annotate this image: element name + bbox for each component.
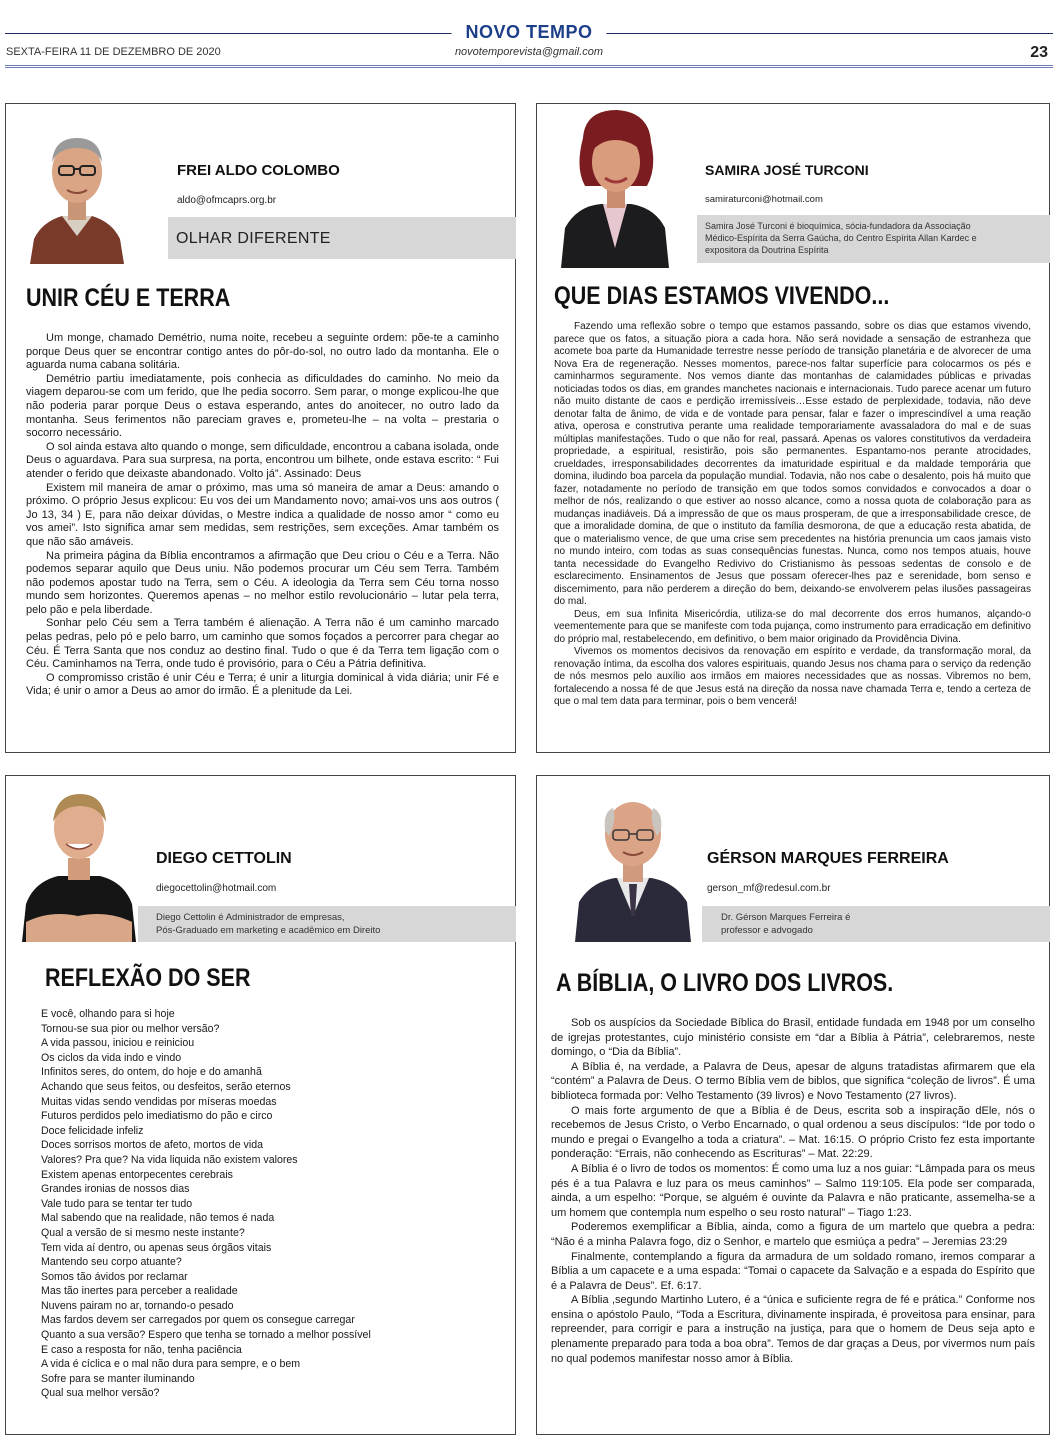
poem-body xyxy=(41,1007,371,1401)
poem-line: Doces sorrisos mortos de afeto, mortos de vida xyxy=(41,1139,263,1152)
poem-line: E você, olhando para si hoje xyxy=(41,1008,175,1020)
poem-line: Existem apenas entorpecentes cerebrais xyxy=(41,1168,233,1181)
author-photo xyxy=(573,784,693,942)
masthead-bottom-rule xyxy=(5,65,1053,68)
author-photo xyxy=(22,114,132,264)
poem-line: Somos tão ávidos por reclamar xyxy=(41,1270,188,1283)
author-portrait-icon xyxy=(22,114,132,264)
poem-line: Futuros perdidos pelo imediatismo do pão e circo xyxy=(41,1110,273,1123)
poem-line: Grandes ironias de nossos dias xyxy=(41,1183,190,1196)
poem-line: Mas tão inertes para perceber a realidade xyxy=(41,1285,238,1298)
author-name: DIEGO CETTOLIN xyxy=(156,850,292,867)
poem-line: Tornou-se sua pior ou melhor versão? xyxy=(41,1022,220,1035)
article-body xyxy=(26,332,499,699)
article-body xyxy=(554,321,1031,709)
paragraph: A Bíblia ,segundo Martinho Lutero, é a “única e suficiente regra de fé e prática.” Conforme nos ensina o apóstolo Paulo, “Toda a Escritura, divinamente inspirada, é proveitosa para ensinar, para repreender, para corrigir e para a instrução na justiça, para que o homem de Deus seja apto e plenamente preparado para toda a boa obra”. Temos de dar graças a Deus, por vivermos num país no qual podemos manifestar nosso amor à Bíblia. xyxy=(551,1294,1035,1365)
author-name: FREI ALDO COLOMBO xyxy=(177,162,340,179)
author-photo xyxy=(20,782,138,942)
paragraph: Poderemos exemplificar a Bíblia, ainda, como a figura de um martelo que quebra a pedra: “Não é a minha Palavra fogo, diz o Senhor, e martelo que esmiúça a pedra” – Jeremias 23:29 xyxy=(551,1221,1035,1248)
poem-line: Tem vida aí dentro, ou apenas seus órgãos vitais xyxy=(41,1241,272,1254)
article-title: REFLEXÃO DO SER xyxy=(45,964,251,992)
section-name: OLHAR DIFERENTE xyxy=(176,230,331,247)
author-bio-line: Pós-Graduado em marketing e acadêmico em Direito xyxy=(156,925,381,936)
poem-line: Os ciclos da vida indo e vindo xyxy=(41,1051,182,1064)
paragraph: Demétrio partiu imediatamente, pois conhecia as dificuldades do caminho. No meio da viagem deparou-se com um ferido, que lhe pedia socorro. Sem parar, o monge explicou-lhe que não poderia parar porque Deus o estava esperando, antes do anoitecer, no outro lado da montanha. Seus ferimentos não pareciam graves e, prometeu-lhe – na volta – prestaria o socorro necessário. xyxy=(26,372,499,440)
bio-band xyxy=(697,215,1050,263)
column-frei-aldo xyxy=(5,103,516,753)
page-number: 23 xyxy=(1030,44,1048,61)
paragraph: Sob os auspícios da Sociedade Bíblica do Brasil, entidade fundada em 1948 por um conselho de igrejas protestantes, cujo ministério consiste em “dar a Bíblia à Pátria”, celebraremos, neste domingo, o “Dia da Bíblia”. xyxy=(551,1017,1035,1059)
column-diego-cettolin xyxy=(5,775,516,1435)
section-band xyxy=(168,217,516,259)
author-bio-line: Dr. Gérson Marques Ferreira é xyxy=(721,912,851,923)
paragraph: Na primeira página da Bíblia encontramos a afirmação que Deu criou o Céu e a Terra. Não podemos separar aquilo que Deus uniu. Não podemos procurar um Céu sem Terra. Também não podemos apostar tudo na Terra, sem o Céu. A ideologia da Terra sem Céu torna nosso mundo sem horizontes. Queremos apenas – no melhor estilo revolucionário – lutar pela terra, pelo pão e pela liberdade. xyxy=(26,549,499,616)
paragraph: O mais forte argumento de que a Bíblia é de Deus, escrita sob a inspiração dEle, nós o recebemos de Jesus Cristo, o Verbo Encarnado, o qual ordenou a seus discípulos: “Ide por todo o mundo e pregai o Evangelho a toda a criatura”. – Mat. 16:15. O próprio Cristo fez esta importante ponderação: “Errais, não conhecendo as Escrituras” – Mat. 22:29. xyxy=(551,1104,1035,1161)
newspaper-name: NOVO TEMPO xyxy=(451,22,606,43)
paragraph: O sol ainda estava alto quando o monge, sem dificuldade, encontrou a cabana isolada, onde Deus o aguardava. Para sua surpresa, na porta, encontrou um bilhete, onde estava escrito: “ Fui atender o ferido que deixaste abandonado. Volto já”. Assinado: Deus xyxy=(26,440,499,480)
poem-line: Mantendo seu corpo atuante? xyxy=(41,1256,182,1269)
poem-line: Vale tudo para se tentar ter tudo xyxy=(41,1197,193,1210)
paragraph: Sonhar pelo Céu sem a Terra também é alienação. A Terra não é um caminho marcado pelas pedras, pelo pó e pelo barro, um caminho que somos foçados a percorrer para chegar ao Céu. É Terra Santa que nos conduz ao destino final. Tudo o que é da Terra tem ligação com o Céu. Caminhamos na Terra, onde tudo é provisório, para o Céu a Pátria definitiva. xyxy=(26,617,499,671)
poem-line: Quanto a sua versão? Espero que tenha se tornado a melhor possível xyxy=(41,1329,371,1342)
poem-line: Valores? Pra que? Na vida liquida não existem valores xyxy=(41,1153,298,1166)
paragraph: Vivemos os momentos decisivos da renovação em espírito e verdade, da transformação moral, da renovação íntima, da escolha dos valores espirituais, quando Jesus nos chama para o serviço da redenção de nós mesmos pelo auxílio aos irmãos em maiores necessidades que as nossas. Vibremos no bem, fortalecendo a nossa fé de que Jesus está na direção da nossa nave chamada Terra e, tendo a certeza de que o mal tem data para terminar, pois o bem vencerá! xyxy=(554,646,1031,707)
author-bio: Samira José Turconi é bioquímica, sócia-fundadora da Associação Médico-Espírita da Serra Gaúcha, do Centro Espírita Allan Kardec e expositora da Doutrina Espírita xyxy=(705,221,977,255)
author-email[interactable]: gerson_mf@redesul.com.br xyxy=(707,883,831,894)
author-portrait-icon xyxy=(573,784,693,942)
poem-line: E caso a resposta for não, tenha paciência xyxy=(41,1343,242,1356)
author-portrait-icon xyxy=(20,782,138,942)
poem-line: Qual sua melhor versão? xyxy=(41,1387,160,1400)
masthead xyxy=(0,0,1058,70)
poem-line: A vida é cíclica e o mal não dura para sempre, e o bem xyxy=(41,1358,301,1371)
paragraph: Fazendo uma reflexão sobre o tempo que estamos passando, sobre os dias que estamos vivendo, parece que os fatos, a situação piora a cada hora. Não será novidade a sensação de estranheza que acomete boa parte da Humanidade terrestre nesse período de transição planetária e de alvorecer de uma Nova Era de regeneração. Nesses momentos, parece-nos faltar superfície para colocarmos os pés e caminharmos seguramente. Nos vemos diante das montanhas de calamidades públicas e privadas noticiadas todos os dias, em grandes manchetes nacionais e internacionais. Tudo parece acenar um futuro não muito distante de caos e perdição irremissíveis…Esse estado de perplexidade, todavia, não deve denotar falta de ânimo, de vida e de vontade para pensar, falar e fazer o imprescindível a uma reação ativa, operosa e construtiva perante uma realidade temporariamente avassaladora do mal e de suas múltiplas manifestações. Tudo o que não for real, passará. Apenas os valores constitutivos da verdadeira propriedade, a espiritual, resistirão, pois são permanentes. Espantamo-nos perante atrocidades, crueldades, irresponsabilidades decorrentes da imaturidade espiritual e da maldade temporária que domina, iludindo boa parcela da população mundial. Todavia, não nos cabe o desalento, pois há muito que fazer, notadamente no período de transição em que todos somos convidados e convocados a doar o melhor de nós, realizando o que estiver ao nosso alcance, como a nossa quota de colaboração para as mudanças inadiáveis. Dá a impressão de que os maus prosperam, de que a irresponsabilidade cresce, de que a imoralidade domina, de que o instituto da família desmorona, de que a educação resta abatida, de que o materialismo vence, de que uma crise sem precedentes na história prenuncia um caos jamais visto no mundo inteiro, com todas as suas consequências funestas. Nunca, como nos tempos atuais, houve tanta necessidade do Evangelho Redivivo do Cristianismo às pessoas sedentas de consolo e de esclarecimento. Ensinamentos de Jesus que possam oferecer-lhes paz e serenidade, bom senso e discernimento, para não perderem a direção do bem, deixando-se envolverem pelas ilusões passageiras do mal. xyxy=(554,321,1031,607)
author-email[interactable]: aldo@ofmcaprs.org.br xyxy=(177,195,277,206)
author-email[interactable]: diegocettolin@hotmail.com xyxy=(156,883,277,894)
author-photo xyxy=(555,108,675,268)
poem-line: Sofre para se manter iluminando xyxy=(41,1372,195,1385)
author-name: SAMIRA JOSÉ TURCONI xyxy=(705,162,869,178)
edition-date: SEXTA-FEIRA 11 DE DEZEMBRO DE 2020 xyxy=(6,46,221,58)
paragraph: A Bíblia é, na verdade, a Palavra de Deus, apesar de alguns tratadistas afirmarem que ela “contém” a Palavra de Deus. O termo Bíblia vem de biblos, que significa “coleção de livros”. É uma biblioteca formada por: Velho Testamento (39 livros) e Novo Testamento (27 livros). xyxy=(551,1060,1035,1102)
article-title: A BÍBLIA, O LIVRO DOS LIVROS. xyxy=(556,969,894,997)
poem-line: Qual a versão de si mesmo neste instante? xyxy=(41,1226,245,1239)
paragraph: Existem mil maneira de amar o próximo, mas uma só maneira de amar a Deus: amando o próximo. O próprio Jesus explicou: Eu vos dei um Mandamento novo; amai-vos uns aos outros ( Jo 13, 34 ) E, para não deixar dúvidas, o Mestre indica a qualidade de nosso amor “ como eu vos amei”. Isto significa amar sem medidas, sem restrições, sem exceções. Amar também os que não são amáveis. xyxy=(26,481,499,548)
author-name: GÉRSON MARQUES FERREIRA xyxy=(707,850,949,867)
author-bio-line: professor e advogado xyxy=(721,925,813,936)
poem-line: A vida passou, iniciou e reiniciou xyxy=(41,1037,195,1050)
bio-band xyxy=(702,906,1050,942)
paragraph: A Bíblia é o livro de todos os momentos: É como uma luz a nos guiar: “Lâmpada para os meus pés é a tua Palavra e luz para os meus caminhos” – Salmo 119:105. Ela pode ser comparada, ainda, a um espelho: “Porque, se alguém é ouvinte da Palavra e não praticante, assemelha-se a um homem que contempla num espelho o seu rosto natural” – Tiago 1:23. xyxy=(551,1162,1035,1219)
article-body xyxy=(551,1016,1035,1366)
newspaper-email: novotemporevista@gmail.com xyxy=(454,46,604,58)
poem-line: Muitas vidas sendo vendidas por míseras moedas xyxy=(41,1095,277,1108)
poem-line: Doce felicidade infeliz xyxy=(41,1124,144,1137)
column-gerson-ferreira xyxy=(536,775,1050,1435)
author-bio-line: Diego Cettolin é Administrador de empresas, xyxy=(156,912,345,923)
paragraph: O compromisso cristão é unir Céu e Terra; é unir a liturgia dominical à vida diária; unir Fé e Vida; é unir o amor a Deus ao amor do irmão. É a plenitude da Lei. xyxy=(26,671,499,698)
article-title: QUE DIAS ESTAMOS VIVENDO... xyxy=(554,282,890,310)
poem-line: Infinitos seres, do ontem, do hoje e do amanhã xyxy=(41,1066,262,1079)
paragraph: Finalmente, contemplando a figura da armadura de um soldado romano, iremos comparar a Bíblia a um capacete e a uma espada: “Tomai o capacete da Salvação e a espada do Espírito que é a Palavra de Deus”. Ef. 6:17. xyxy=(551,1250,1035,1292)
article-title: UNIR CÉU E TERRA xyxy=(26,284,231,312)
poem-line: Achando que seus feitos, ou desfeitos, serão eternos xyxy=(41,1080,291,1093)
bio-band xyxy=(138,906,516,942)
author-portrait-icon xyxy=(555,108,675,268)
column-samira-turconi xyxy=(536,103,1050,753)
poem-line: Nuvens pairam no ar, tornando-o pesado xyxy=(41,1299,234,1312)
author-email[interactable]: samiraturconi@hotmail.com xyxy=(705,194,823,205)
paragraph: Um monge, chamado Demétrio, numa noite, recebeu a seguinte ordem: põe-te a caminho porque Deus quer se encontrar contigo antes do pôr-do-sol, no outro lado da montanha. Ele o aguarda numa cabana solitária. xyxy=(26,332,499,372)
poem-line: Mal sabendo que na realidade, não temos é nada xyxy=(41,1212,275,1225)
poem-line: Mas fardos devem ser carregados por quem os consegue carregar xyxy=(41,1314,355,1327)
paragraph: Deus, em sua Infinita Misericórdia, utiliza-se do mal decorrente dos erros humanos, alçando-o veementemente para que se manifeste com toda pujança, como instrumento para erradicação em definitivo do próprio mal, restabelecendo, em definitivo, o bem maior originado da Providência Divina. xyxy=(554,608,1031,645)
